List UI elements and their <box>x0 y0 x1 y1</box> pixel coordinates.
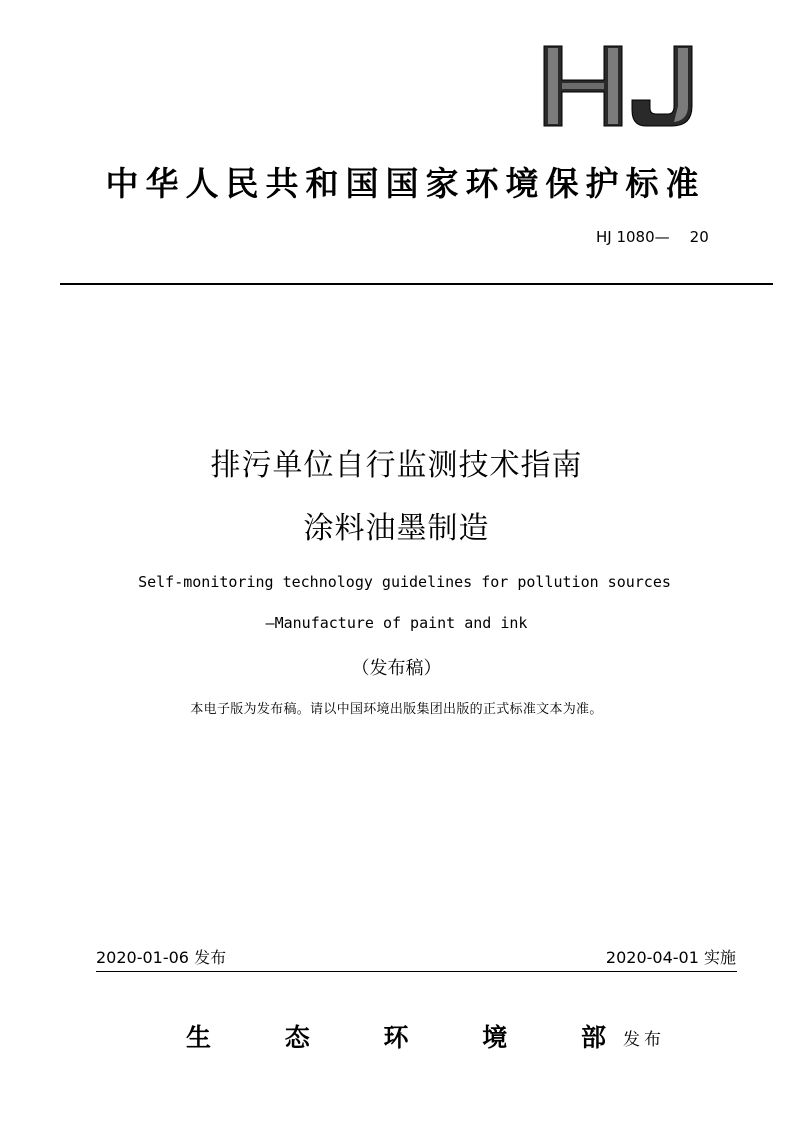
header-divider <box>60 283 773 285</box>
release-status-tag: （发布稿） <box>351 658 442 679</box>
issuer-char: 环 <box>383 1023 409 1052</box>
title-cn-line1: 排污单位自行监测技术指南 <box>210 448 583 483</box>
nation-standard-title: 中华人民共和国国家环境保护标准 <box>105 164 706 203</box>
issuer-char: 生 <box>186 1023 212 1052</box>
standard-code <box>596 228 709 246</box>
title-cn-line2: 涂料油墨制造 <box>303 511 490 546</box>
issuer-name <box>186 1018 606 1054</box>
title-en-line1: Self-monitoring technology guidelines for pollution sources <box>138 573 671 591</box>
standard-code-year: 20 <box>689 228 709 246</box>
issuer-char: 部 <box>580 1023 606 1052</box>
issuer-suffix: 发布 <box>623 1030 665 1050</box>
issuer-char: 境 <box>482 1023 508 1052</box>
hj-standard-logo <box>534 40 704 132</box>
issuer-char: 态 <box>284 1023 310 1052</box>
standard-code-number: HJ 1080 <box>596 228 655 246</box>
standard-code-dash: — <box>654 228 670 246</box>
footer-divider <box>96 971 737 972</box>
implement-date: 2020-04-01 实施 <box>605 948 736 967</box>
logo-letter-h <box>544 46 622 126</box>
issue-date: 2020-01-06 发布 <box>96 948 227 967</box>
title-en-line2: —Manufacture of paint and ink <box>265 614 528 632</box>
logo-letter-j <box>632 46 692 126</box>
version-notice: 本电子版为发布稿。请以中国环境出版集团出版的正式标准文本为准。 <box>190 702 603 717</box>
